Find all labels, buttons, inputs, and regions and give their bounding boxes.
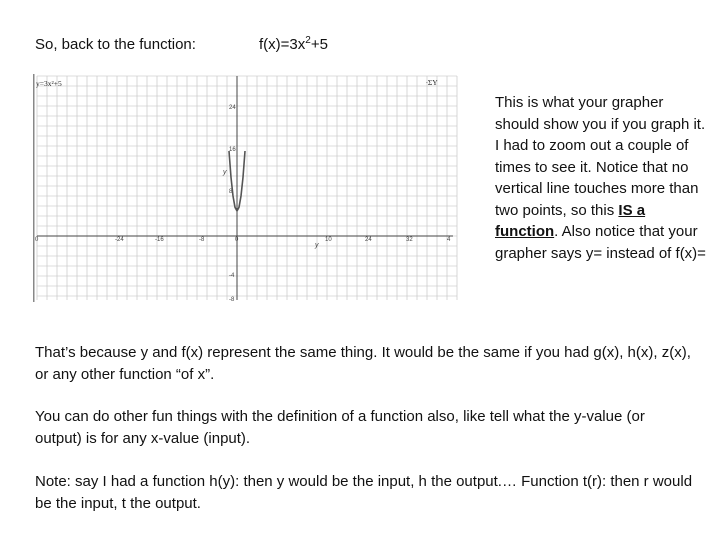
graph-corner-label: ∙ΣY bbox=[426, 78, 438, 87]
grapher-screenshot bbox=[33, 70, 463, 305]
function-formula bbox=[259, 34, 328, 56]
y-axis-letter: y bbox=[223, 169, 227, 176]
x-tick-label: 10 bbox=[325, 237, 332, 243]
x-tick-label: 4 bbox=[447, 237, 451, 243]
x-tick-label: 32 bbox=[406, 237, 413, 243]
y-tick-label: 24 bbox=[229, 105, 236, 111]
y-tick-label: -8 bbox=[229, 297, 235, 303]
function-prefix: f(x)=3x bbox=[259, 36, 306, 53]
y-tick-label: -4 bbox=[229, 273, 235, 279]
x-axis-letter: y bbox=[315, 242, 319, 249]
x-tick-label: -16 bbox=[155, 237, 164, 243]
paragraph-same-thing: That’s because y and f(x) represent the same thing. It would be the same if you had g(x), h(x), z(x), or any other function “of x”. bbox=[35, 344, 691, 383]
graph-left-border bbox=[33, 74, 35, 302]
x-tick-label: 0 bbox=[235, 237, 239, 243]
y-tick-label: 16 bbox=[229, 147, 236, 153]
graph-equation-label: y=3x²+5 bbox=[36, 79, 62, 88]
function-suffix: +5 bbox=[310, 36, 328, 53]
x-tick-label: -8 bbox=[199, 237, 205, 243]
explanation-text bbox=[495, 92, 710, 264]
x-tick-label: 24 bbox=[365, 237, 372, 243]
explanation-after: . Also notice that your grapher says y= instead of f(x)= bbox=[495, 223, 706, 262]
paragraph-fun-things: You can do other fun things with the definition of a function also, like tell what the y-value (or output) is for any x-value (input). bbox=[35, 408, 645, 447]
x-tick-label: -24 bbox=[115, 237, 124, 243]
paragraph-note: Note: say I had a function h(y): then y would be the input, h the output.… Function t(r): then r would be the input, t the output. bbox=[35, 473, 693, 512]
explanation-before: This is what your grapher should show you if you graph it. I had to zoom out a couple of times to see it. Notice that no vertical line touches more than two points, so this bbox=[495, 94, 706, 219]
function-exponent: 2 bbox=[305, 35, 311, 46]
emphasis-is-a-function: IS a function bbox=[495, 201, 646, 240]
y-tick-label: 8 bbox=[229, 189, 233, 195]
x-tick-label: 0 bbox=[35, 237, 39, 243]
intro-text: So, back to the function: bbox=[35, 36, 196, 53]
